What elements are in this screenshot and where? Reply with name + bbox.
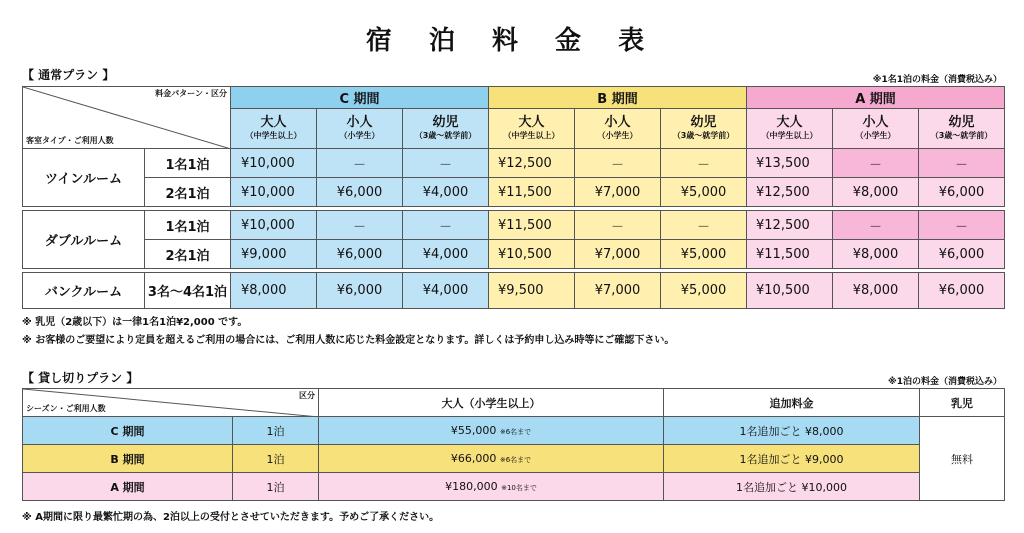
person-type-header: 小人 （小学生）: [317, 109, 403, 149]
corner-top-label: 区分: [299, 391, 315, 400]
price-cell: ¥10,500: [747, 273, 833, 309]
adult-price-cell: ¥66,000 ※6名まで: [319, 445, 664, 473]
normal-plan-tax-note: ※1名1泊の料金（消費税込み）: [872, 75, 1002, 85]
price-cell: ¥8,000: [833, 273, 919, 309]
infant-header: 乳児: [920, 389, 1005, 417]
infant-note: ※ 乳児（2歳以下）は一律1名1泊¥2,000 です。: [22, 317, 248, 328]
season-label: B 期間: [23, 445, 233, 473]
person-type-header: 小人 （小学生）: [575, 109, 661, 149]
occupancy-label: 1名1泊: [145, 149, 231, 178]
charter-note: ※ A期間に限り最繁忙期の為、2泊以上の受付とさせていただきます。予めご了承ください。: [22, 512, 440, 523]
price-cell: －: [661, 211, 747, 240]
charter-plan-label: 【 貸し切りプラン 】: [22, 371, 139, 385]
person-type-header: 幼児 （3歳～就学前）: [403, 109, 489, 149]
nights-cell: 1泊: [233, 473, 319, 501]
extra-fee-cell: 1名追加ごと ¥9,000: [664, 445, 920, 473]
price-cell: ¥12,500: [489, 149, 575, 178]
price-cell: －: [575, 149, 661, 178]
price-cell: ¥7,000: [575, 178, 661, 207]
person-type-header: 大人 （中学生以上）: [747, 109, 833, 149]
season-label: A 期間: [23, 473, 233, 501]
person-type-header: 大人 （中学生以上）: [489, 109, 575, 149]
person-type-header: 幼児 （3歳～就学前）: [919, 109, 1005, 149]
extra-fee-header: 追加料金: [664, 389, 920, 417]
table-row: [23, 178, 1005, 207]
price-cell: －: [317, 149, 403, 178]
occupancy-label: 2名1泊: [145, 178, 231, 207]
table-row: [23, 211, 1005, 240]
price-cell: ¥5,000: [661, 240, 747, 269]
price-cell: ¥5,000: [661, 178, 747, 207]
adult-price-cell: ¥55,000 ※6名まで: [319, 417, 664, 445]
price-cell: －: [833, 149, 919, 178]
person-type-header: 幼児 （3歳～就学前）: [661, 109, 747, 149]
price-cell: －: [403, 211, 489, 240]
table-row: [23, 473, 1005, 501]
person-type-header: 小人 （小学生）: [833, 109, 919, 149]
adult-price-header: 大人（小学生以上）: [319, 389, 664, 417]
table-row: [23, 445, 1005, 473]
price-cell: ¥8,000: [833, 240, 919, 269]
price-cell: ¥11,500: [747, 240, 833, 269]
occupancy-label: 2名1泊: [145, 240, 231, 269]
occupancy-label: 3名～4名1泊: [145, 273, 231, 309]
price-cell: ¥9,500: [489, 273, 575, 309]
price-cell: ¥13,500: [747, 149, 833, 178]
price-cell: ¥6,000: [317, 240, 403, 269]
corner-top-label: 料金パターン・区分: [155, 89, 227, 98]
price-cell: ¥7,000: [575, 240, 661, 269]
capacity-note: ※ お客様のご要望により定員を超えるご利用の場合には、ご利用人数に応じた料金設定となります。詳しくは予約申し込み時等にご確認下さい。: [22, 335, 675, 346]
price-cell: ¥6,000: [919, 273, 1005, 309]
price-cell: ¥8,000: [231, 273, 317, 309]
occupancy-label: 1名1泊: [145, 211, 231, 240]
extra-fee-cell: 1名追加ごと ¥8,000: [664, 417, 920, 445]
person-type-header: 大人 （中学生以上）: [231, 109, 317, 149]
price-cell: ¥4,000: [403, 273, 489, 309]
price-cell: ¥6,000: [317, 178, 403, 207]
price-cell: ¥8,000: [833, 178, 919, 207]
price-cell: ¥5,000: [661, 273, 747, 309]
price-cell: ¥10,000: [231, 211, 317, 240]
price-cell: ¥6,000: [919, 240, 1005, 269]
period-header-c: C 期間: [231, 87, 489, 109]
price-cell: －: [403, 149, 489, 178]
charter-corner-header: [23, 389, 319, 417]
price-cell: ¥6,000: [919, 178, 1005, 207]
normal-plan-label: 【 通常プラン 】: [22, 68, 115, 82]
table-corner-header: [23, 87, 231, 149]
price-cell: －: [661, 149, 747, 178]
price-cell: ¥7,000: [575, 273, 661, 309]
extra-fee-cell: 1名追加ごと ¥10,000: [664, 473, 920, 501]
price-cell: ¥11,500: [489, 211, 575, 240]
price-cell: －: [317, 211, 403, 240]
infant-price-cell: 無料: [920, 417, 1005, 501]
room-type-twin: ツインルーム: [23, 149, 145, 207]
price-cell: ¥4,000: [403, 178, 489, 207]
table-row: [23, 417, 1005, 445]
season-label: C 期間: [23, 417, 233, 445]
price-cell: －: [919, 149, 1005, 178]
price-cell: ¥11,500: [489, 178, 575, 207]
table-row: [23, 149, 1005, 178]
period-header-b: B 期間: [489, 87, 747, 109]
nights-cell: 1泊: [233, 417, 319, 445]
charter-plan-table: [22, 388, 1005, 501]
price-cell: －: [919, 211, 1005, 240]
price-cell: ¥12,500: [747, 178, 833, 207]
table-row: [23, 240, 1005, 269]
price-cell: ¥10,000: [231, 149, 317, 178]
price-cell: ¥10,500: [489, 240, 575, 269]
normal-plan-table: [22, 86, 1005, 309]
room-type-double: ダブルルーム: [23, 211, 145, 269]
price-cell: ¥6,000: [317, 273, 403, 309]
room-type-bunk: バンクルーム: [23, 273, 145, 309]
price-cell: ¥4,000: [403, 240, 489, 269]
price-cell: ¥9,000: [231, 240, 317, 269]
price-cell: －: [575, 211, 661, 240]
adult-price-cell: ¥180,000 ※10名まで: [319, 473, 664, 501]
price-cell: ¥10,000: [231, 178, 317, 207]
page-title: 宿 泊 料 金 表: [365, 26, 659, 56]
price-cell: ¥12,500: [747, 211, 833, 240]
period-header-a: A 期間: [747, 87, 1005, 109]
table-row: [23, 273, 1005, 309]
corner-bottom-label: シーズン・ご利用人数: [26, 404, 106, 413]
charter-plan-tax-note: ※1泊の料金（消費税込み）: [887, 377, 1002, 387]
price-cell: －: [833, 211, 919, 240]
nights-cell: 1泊: [233, 445, 319, 473]
corner-bottom-label: 客室タイプ・ご利用人数: [26, 136, 114, 145]
